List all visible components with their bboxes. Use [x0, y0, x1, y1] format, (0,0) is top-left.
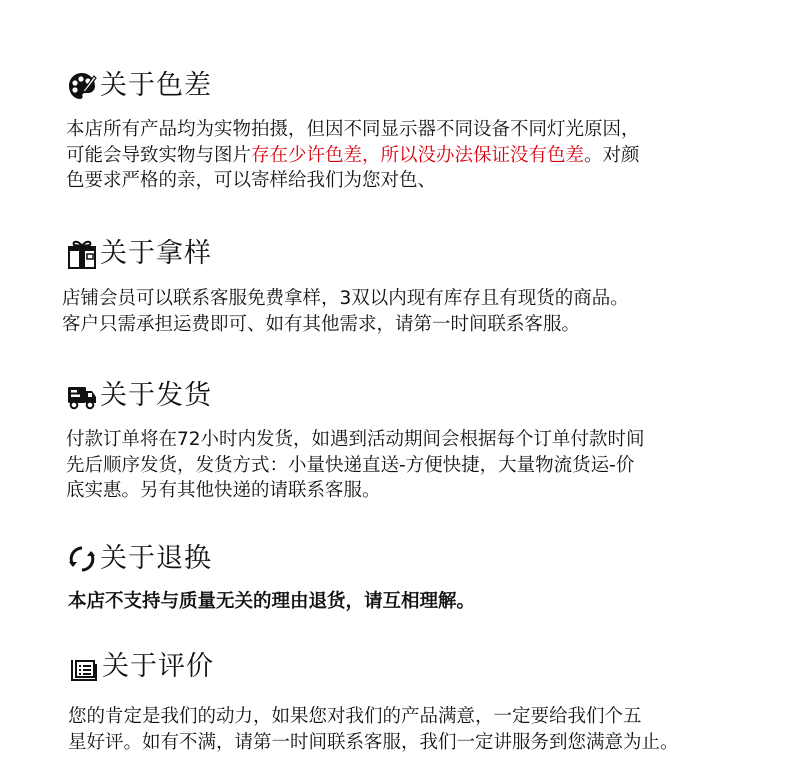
- palette-icon: [66, 70, 98, 102]
- body-line: 本店所有产品均为实物拍摄，但因不同显示器不同设备不同灯光原因，: [66, 119, 640, 140]
- gift-box-icon: [66, 238, 98, 270]
- review-list-icon: [68, 651, 100, 683]
- section-heading: [66, 68, 212, 104]
- section-body: [68, 704, 679, 755]
- section-body: [68, 589, 475, 615]
- body-text: 可能会导致实物与图片: [66, 144, 252, 166]
- body-line: 本店不支持与质量无关的理由退货，请互相理解。: [68, 591, 476, 612]
- section-heading: [66, 378, 212, 414]
- section-body: [66, 117, 640, 194]
- refresh-arrows-icon: [66, 543, 98, 575]
- section-heading: [66, 236, 212, 272]
- body-line: 底实惠。另有其他快递的请联系客服。: [66, 480, 381, 501]
- section-heading: [68, 649, 214, 685]
- delivery-truck-icon: [66, 380, 98, 412]
- body-line: 付款订单将在72小时内发货，如遇到活动期间会根据每个订单付款时间: [66, 429, 645, 450]
- body-line: 星好评。如有不满，请第一时间联系客服，我们一定讲服务到您满意为止。: [68, 731, 679, 753]
- section-title: 关于退换: [100, 543, 212, 574]
- body-line: 色要求严格的亲，可以寄样给我们为您对色、: [66, 170, 437, 191]
- section-body: [66, 427, 645, 504]
- section-title: 关于色差: [100, 70, 212, 101]
- body-line: [66, 143, 640, 169]
- highlight-text: 存在少许色差，所以没办法保证没有色差: [251, 144, 585, 166]
- body-text: 。对颜: [584, 144, 640, 166]
- section-heading: [66, 541, 212, 577]
- section-title: 关于评价: [102, 651, 214, 682]
- section-title: 关于发货: [100, 380, 212, 411]
- body-line: 您的肯定是我们的动力，如果您对我们的产品满意，一定要给我们个五: [68, 706, 642, 727]
- body-line: 店铺会员可以联系客服免费拿样，3双以内现有库存且有现货的商品。: [62, 288, 629, 309]
- section-body: [62, 286, 629, 337]
- body-line: 先后顺序发货，发货方式：小量快递直送-方便快捷，大量物流货运-价: [66, 454, 635, 476]
- body-line: 客户只需承担运费即可、如有其他需求，请第一时间联系客服。: [62, 313, 581, 335]
- section-title: 关于拿样: [100, 238, 212, 269]
